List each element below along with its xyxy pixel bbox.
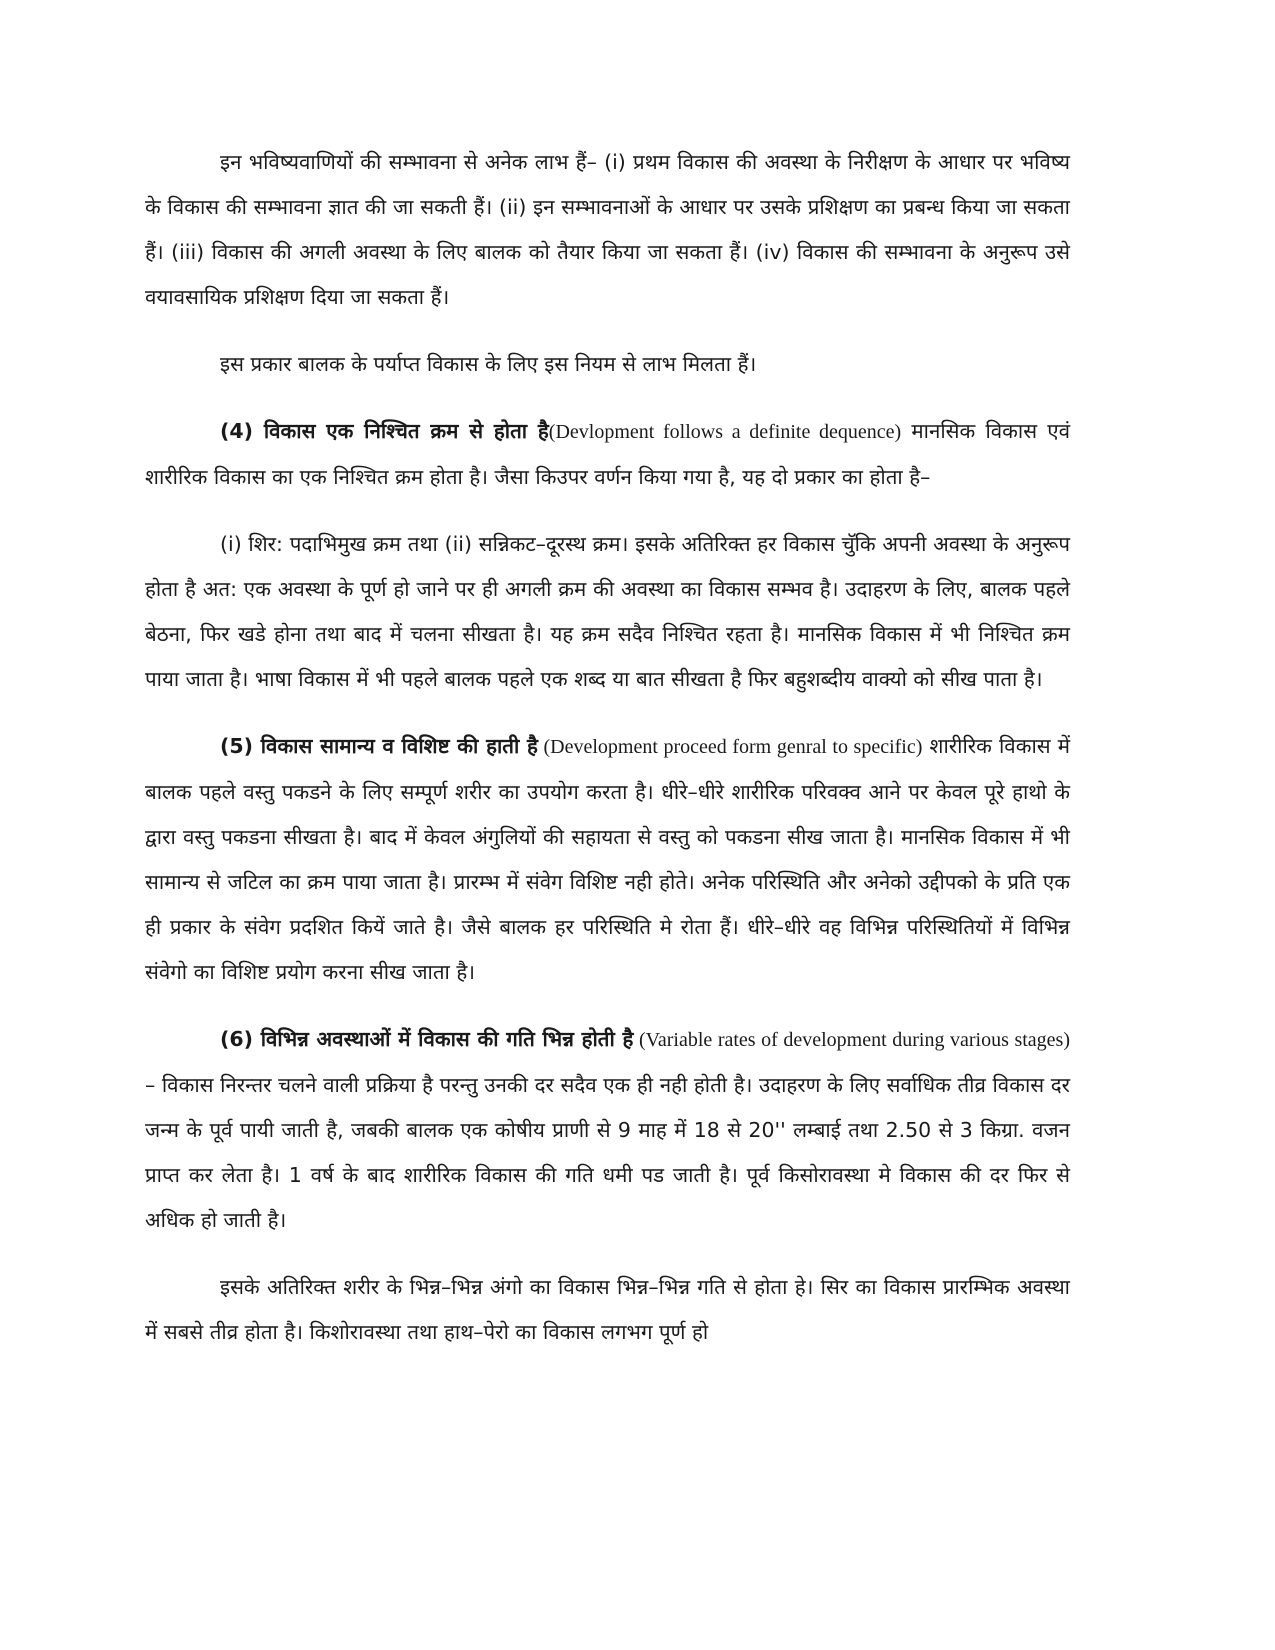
- paragraph-section-6: [145, 1017, 1070, 1243]
- paragraph-section-4: [145, 409, 1070, 500]
- paragraph-section-5: [145, 724, 1070, 995]
- paragraph-summary: इस प्रकार बालक के पर्याप्त विकास के लिए इस नियम से लाभ मिलता हैं।: [220, 352, 757, 376]
- paragraph-benefits: इन भविष्यवाणियों की सम्भावना से अनेक लाभ हैं– (i) प्रथम विकास की अवस्था के निरीक्षण के आधार पर भविष्य के विकास की सम्भावना ज्ञात की जा सकती हैं। (ii) इन सम्भावनाओं के आधार पर उसके प्रशिक्षण का प्रबन्ध किया जा सकता हैं। (iii) विकास की अगली अवस्था के लिए बालक को तैयार किया जा सकता हैं। (iv) विकास की सम्भावना के अनुरूप उसे वयावसायिक प्रशिक्षण दिया जा सकता हैं।: [145, 150, 1070, 309]
- section-4-heading: (4) विकास एक निश्चित क्रम से होता है: [220, 419, 549, 443]
- section-5-heading: (5) विकास सामान्य व विशिष्ट की हाती है: [220, 734, 538, 758]
- section-5-body: शारीरिक विकास में बालक पहले वस्तु पकडने के लिए सम्पूर्ण शरीर का उपयोग करता है। धीरे–धीरे शारीरिक परिवक्व आने पर केवल पूरे हाथो के द्वारा वस्तु पकडना सीखता है। बाद में केवल अंगुलियों की सहायता से वस्तु को पकडना सीख जाता है। मानसिक विकास में भी सामान्य से जटिल का क्रम पाया जाता है। प्रारम्भ में संवेग विशिष्ट नही होते। अनेक परिस्थिति और अनेको उद्दीपको के प्रति एक ही प्रकार के संवेग प्रदशित कियें जाते है। जैसे बालक हर परिस्थिति मे रोता हैं। धीरे–धीरे वह विभिन्न परिस्थितियों में विभिन्न संवेगो का विशिष्ट प्रयोग करना सीख जाता है।: [145, 734, 1070, 984]
- section-6-heading: (6) विभिन्न अवस्थाओं में विकास की गति भिन्न होती है: [220, 1027, 634, 1051]
- paragraph-body-parts: इसके अतिरिक्त शरीर के भिन्न–भिन्न अंगो का विकास भिन्न–भिन्न गति से होता हे। सिर का विकास प्रारम्भिक अवस्था में सबसे तीव्र होता है। किशोरावस्था तथा हाथ–पेरो का विकास लगभग पूर्ण हो: [145, 1275, 1070, 1344]
- section-6-english-title: (Variable rates of development during various stages): [633, 1029, 1070, 1051]
- section-5-english-title: (Development proceed form genral to specific): [537, 736, 923, 758]
- paragraph-sequence-details: (i) शिर: पदाभिमुख क्रम तथा (ii) सन्निकट–दूरस्थ क्रम। इसके अतिरिक्त हर विकास चुॅकि अपनी अवस्था के अनुरूप होता है अत: एक अवस्था के पूर्ण हो जाने पर ही अगली क्रम की अवस्था का विकास सम्भव है। उदाहरण के लिए, बालक पहले बेठना, फिर खडे होना तथा बाद में चलना सीखता है। यह क्रम सदैव निश्चित रहता है। मानसिक विकास में भी निश्चित क्रम पाया जाता है। भाषा विकास में भी पहले बालक पहले एक शब्द या बात सीखता है फिर बहुशब्दीय वाक्यो को सीख पाता है।: [145, 532, 1071, 691]
- section-4-english-title: (Devlopment follows a definite dequence): [548, 421, 902, 443]
- section-6-body: – विकास निरन्तर चलने वाली प्रक्रिया है परन्तु उनकी दर सदैव एक ही नही होती है। उदाहरण के लिए सर्वाधिक तीव्र विकास दर जन्म के पूर्व पायी जाती है, जबकी बालक एक कोषीय प्राणी से 9 माह में 18 से 20'' लम्बाई तथा 2.50 से 3 किग्रा. वजन प्राप्त कर लेता है। 1 वर्ष के बाद शारीरिक विकास की गति धमी पड जाती है। पूर्व किसोरावस्था मे विकास की दर फिर से अधिक हो जाती है।: [145, 1073, 1070, 1232]
- section-4-body: मानसिक विकास एवं शारीरिक विकास का एक निश्चित क्रम होता है। जैसा किउपर वर्णन किया गया है, यह दो प्रकार का होता है–: [145, 419, 1070, 489]
